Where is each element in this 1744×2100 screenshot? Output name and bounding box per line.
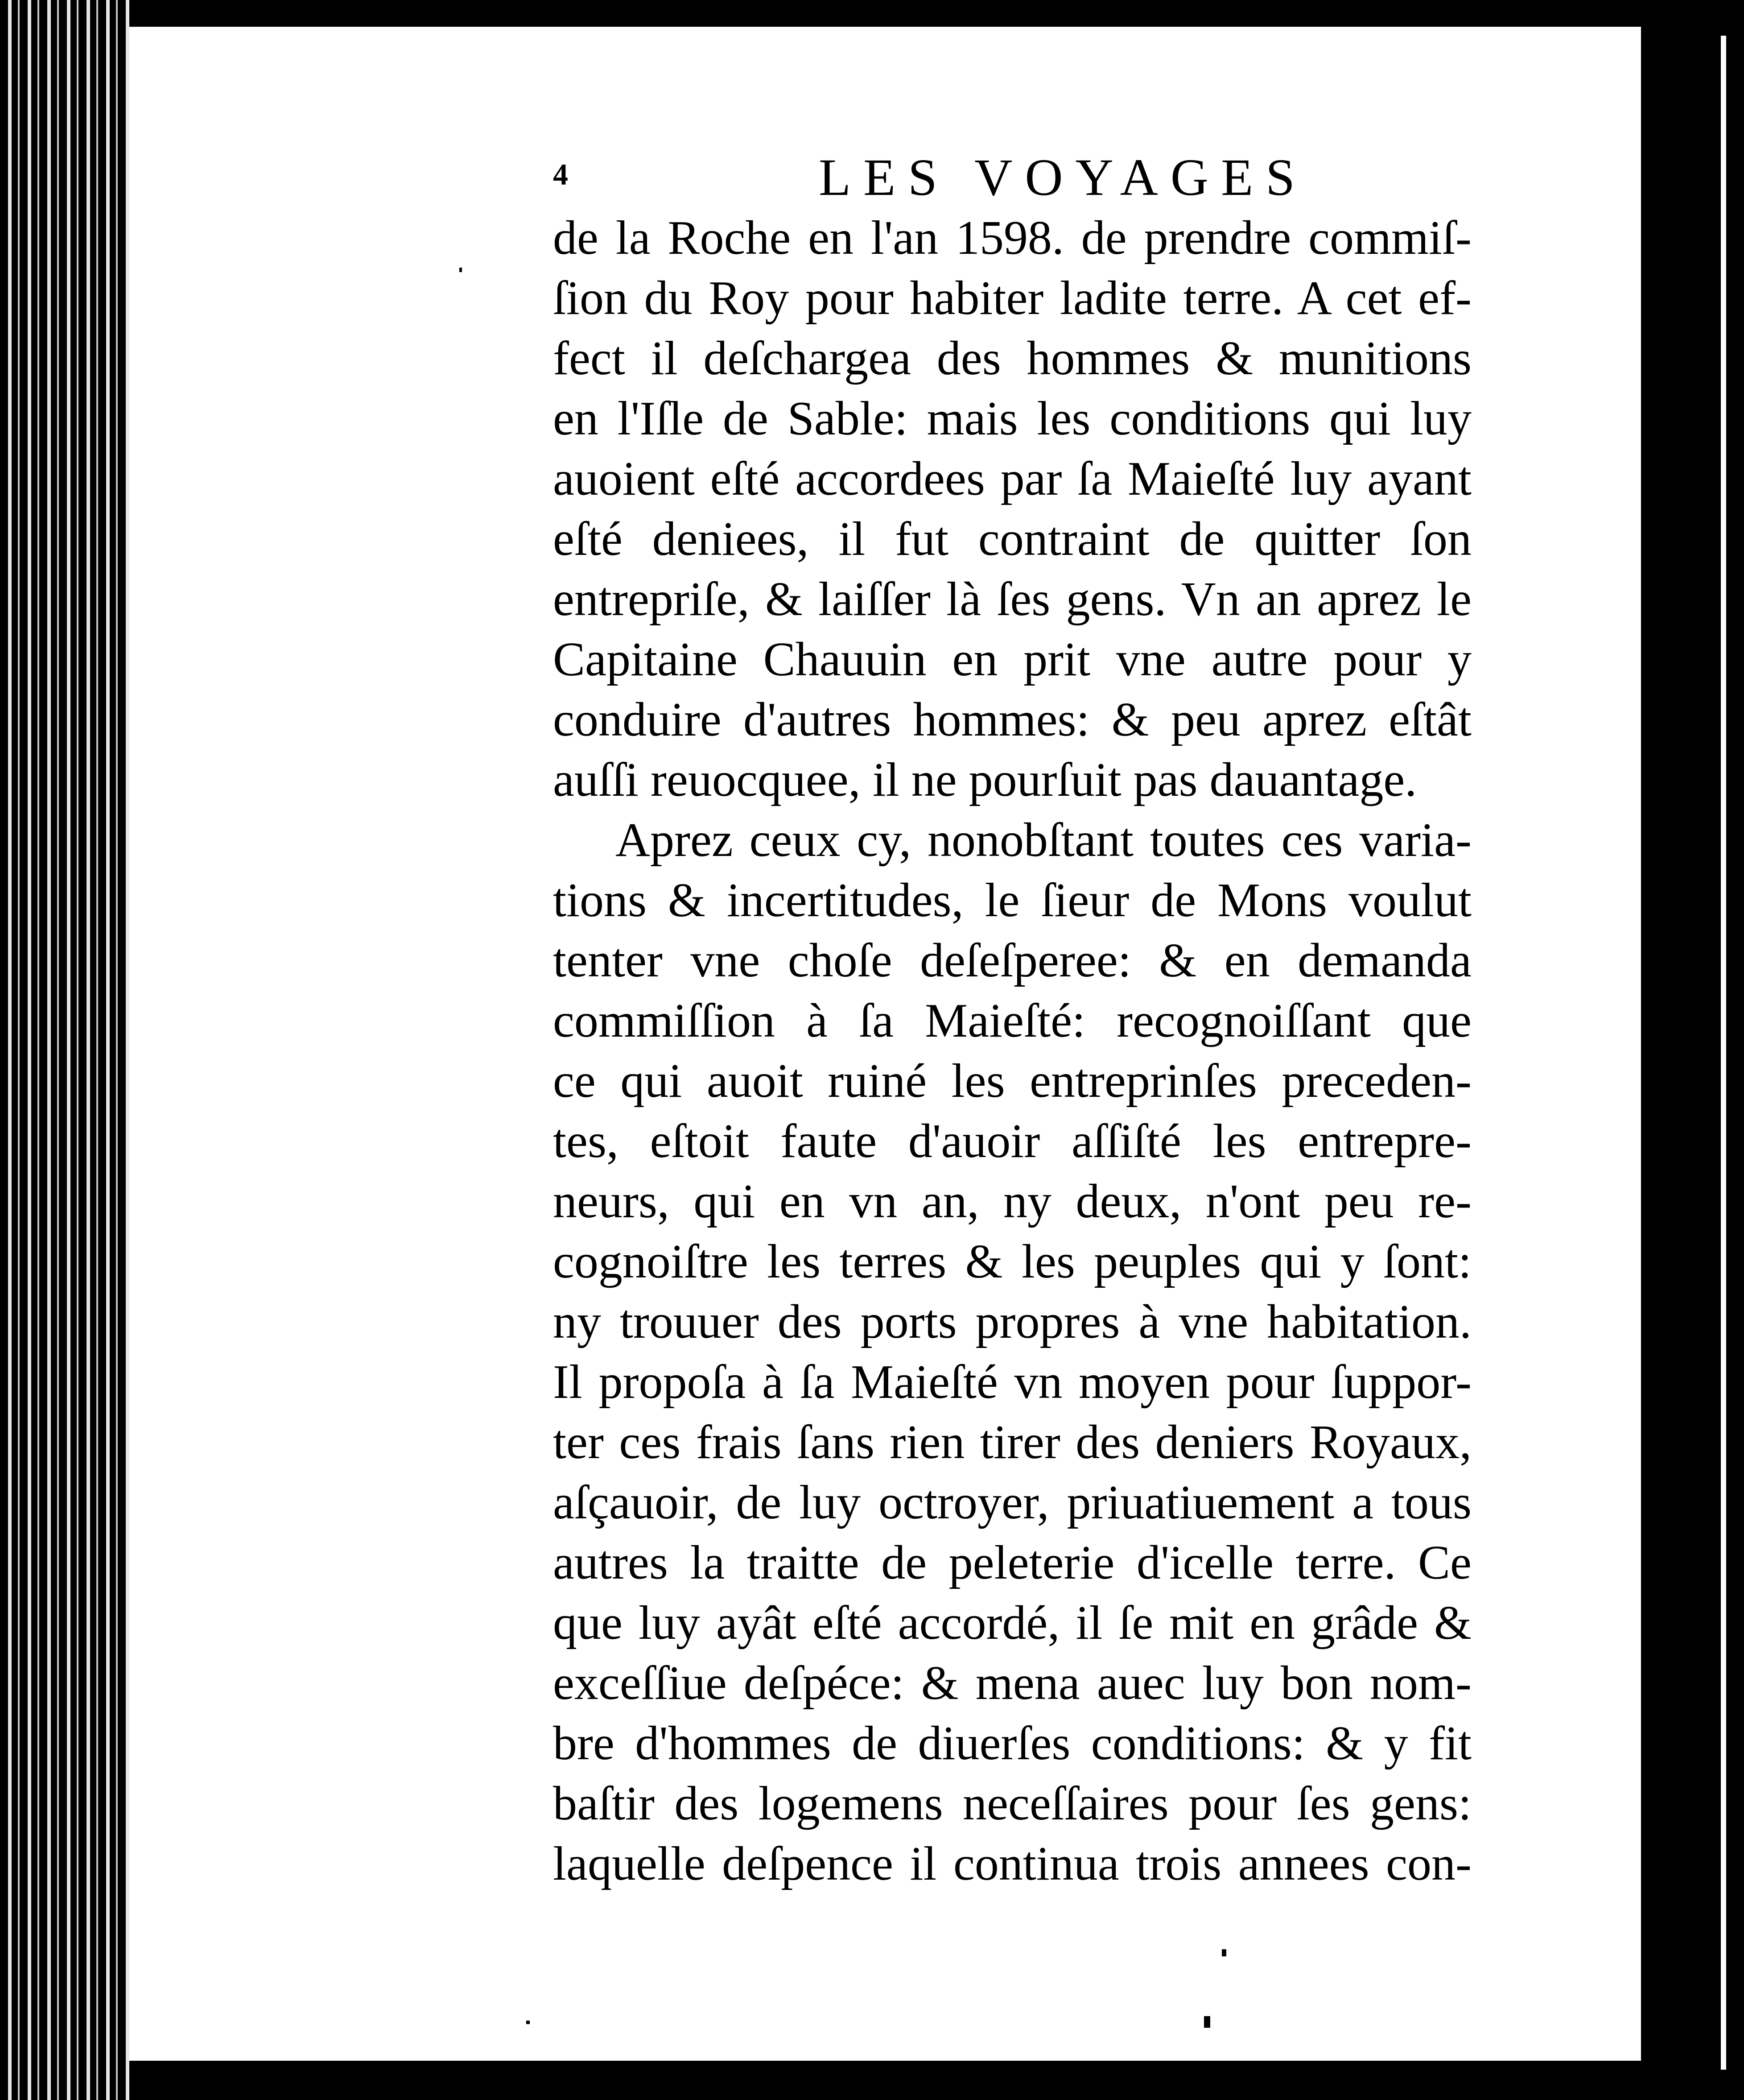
- text-line: ny trouuer des ports propres à vne habitation.: [553, 1295, 1472, 1348]
- text-line: autres la traitte de peleterie d'icelle terre. Ce: [553, 1536, 1472, 1589]
- text-line: conduire d'autres hommes: & peu aprez eſtât: [553, 693, 1472, 746]
- text-line: fect il deſchargea des hommes & munitions: [553, 332, 1472, 385]
- page-header: [553, 147, 1463, 210]
- text-line: aſçauoir, de luy octroyer, priuatiuement a tous: [553, 1476, 1472, 1529]
- text-line: Aprez ceux cy, nonobſtant toutes ces varia-: [615, 814, 1472, 867]
- ink-speck: [459, 268, 462, 272]
- right-page-edge: [1641, 0, 1744, 2100]
- text-line: ter ces frais ſans rien tirer des deniers Royaux,: [553, 1416, 1472, 1469]
- text-line: baſtir des logemens neceſſaires pour ſes gens:: [553, 1777, 1472, 1830]
- text-line: ce qui auoit ruiné les entreprinſes preceden-: [553, 1054, 1472, 1108]
- text-line: tions & incertitudes, le ſieur de Mons voulut: [553, 874, 1472, 927]
- paragraph-1: [553, 208, 1472, 810]
- text-line: que luy ayât eſté accordé, il ſe mit en grâde &: [553, 1596, 1472, 1649]
- ink-speck: [1204, 2016, 1210, 2028]
- text-line: neurs, qui en vn an, ny deux, n'ont peu re-: [553, 1175, 1472, 1228]
- ink-speck: [526, 2021, 530, 2024]
- text-line: entrepriſe, & laiſſer là ſes gens. Vn an aprez le: [553, 573, 1472, 626]
- text-line: tenter vne choſe deſeſperee: & en demanda: [553, 934, 1472, 987]
- ink-speck: [1222, 1949, 1226, 1956]
- text-line: eſté deniees, il fut contraint de quitter ſon: [553, 513, 1472, 566]
- text-line: de la Roche en l'an 1598. de prendre commiſ-: [553, 211, 1472, 265]
- paragraph-2: [553, 810, 1472, 1894]
- running-head: LES VOYAGES: [819, 148, 1307, 207]
- text-line: Il propoſa à ſa Maieſté vn moyen pour ſuppor-: [553, 1356, 1472, 1409]
- text-line: auoient eſté accordees par ſa Maieſté luy ayant: [553, 452, 1472, 505]
- text-line: en l'Iſle de Sable: mais les conditions qui luy: [553, 392, 1472, 445]
- text-line: laquelle deſpence il continua trois annees con-: [553, 1837, 1472, 1890]
- text-line: Capitaine Chauuin en prit vne autre pour y: [553, 633, 1472, 686]
- page-edge-strip: [1721, 36, 1726, 2070]
- text-line: bre d'hommes de diuerſes conditions: & y fit: [553, 1717, 1472, 1770]
- page-number: 4: [553, 157, 568, 191]
- text-line: tes, eſtoit faute d'auoir aſſiſté les entrepre-: [553, 1115, 1472, 1168]
- text-line: cognoiſtre les terres & les peuples qui y ſont:: [553, 1235, 1472, 1288]
- text-line: exceſſiue deſpéce: & mena auec luy bon nom-: [553, 1657, 1472, 1710]
- book-binding-edge: [0, 0, 129, 2100]
- text-line: commiſſion à ſa Maieſté: recognoiſſant que: [553, 994, 1472, 1047]
- text-line: ſion du Roy pour habiter ladite terre. A cet ef-: [553, 272, 1472, 325]
- body-text: [553, 208, 1472, 1894]
- text-line: auſſi reuocquee, il ne pourſuit pas dauantage.: [553, 753, 1417, 806]
